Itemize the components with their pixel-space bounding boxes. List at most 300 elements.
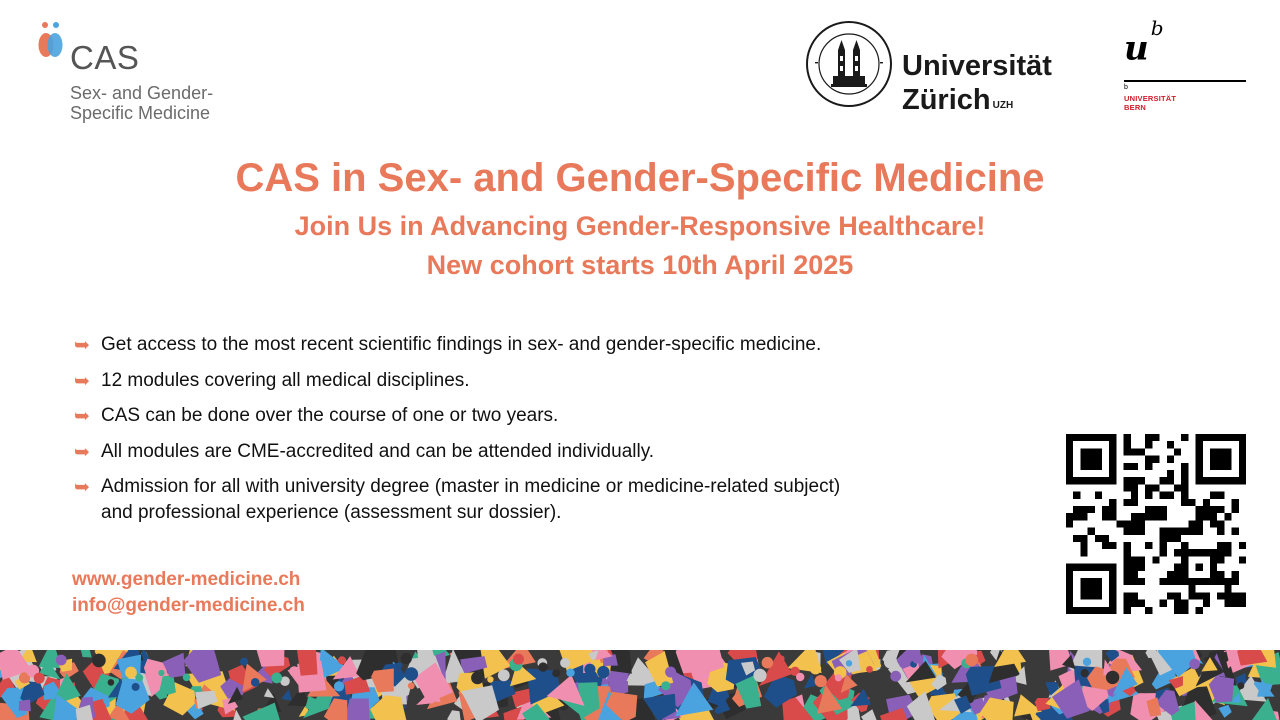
banner-figure-head xyxy=(912,655,920,663)
banner-figure-head xyxy=(92,654,106,668)
qr-module xyxy=(1109,600,1116,607)
qr-module xyxy=(1124,607,1131,614)
qr-module xyxy=(1224,513,1231,520)
uzh-seal-icon xyxy=(805,20,893,108)
qr-module xyxy=(1066,477,1073,484)
unibe-mark xyxy=(1124,16,1164,69)
qr-module xyxy=(1066,592,1073,599)
qr-module xyxy=(1174,528,1181,535)
banner-figure-head xyxy=(665,667,676,678)
banner-figure-head xyxy=(240,658,248,666)
qr-module xyxy=(1124,564,1131,571)
qr-module xyxy=(1181,549,1188,556)
qr-module xyxy=(1210,434,1217,441)
qr-module xyxy=(1217,520,1224,527)
qr-module xyxy=(1145,434,1152,441)
qr-module xyxy=(1239,600,1246,607)
qr-module xyxy=(1224,592,1231,599)
qr-module xyxy=(1102,434,1109,441)
banner-figure-head xyxy=(271,673,282,684)
qr-module xyxy=(1188,528,1195,535)
qr-module xyxy=(1124,434,1131,441)
banner-figure-head xyxy=(560,658,570,668)
qr-module xyxy=(1138,513,1145,520)
qr-module xyxy=(1232,578,1239,585)
qr-module xyxy=(1160,492,1167,499)
unibe-name-line2: BERN xyxy=(1124,103,1147,112)
qr-module xyxy=(1109,506,1116,513)
qr-module xyxy=(1124,578,1131,585)
qr-module xyxy=(1145,441,1152,448)
qr-module xyxy=(1217,448,1224,455)
unibe-small-b: b xyxy=(1124,84,1128,91)
feature-text: Admission for all with university degree (master in medicine or medicine-related subject) xyxy=(101,476,841,497)
qr-module xyxy=(1217,592,1224,599)
qr-module xyxy=(1080,456,1087,463)
banner-figure-head xyxy=(34,673,45,684)
qr-module xyxy=(1152,484,1159,491)
qr-module xyxy=(1109,571,1116,578)
feature-list-item xyxy=(74,368,994,394)
right-arrow-icon: ➥ xyxy=(74,440,90,463)
page-title: CAS in Sex- and Gender-Specific Medicine xyxy=(235,156,1045,200)
qr-module xyxy=(1138,600,1145,607)
qr-module xyxy=(1181,492,1188,499)
qr-module xyxy=(1109,463,1116,470)
qr-module xyxy=(1080,578,1087,585)
qr-module xyxy=(1131,484,1138,491)
banner-figure-head xyxy=(846,660,852,666)
qr-module xyxy=(1095,492,1102,499)
qr-module xyxy=(1210,556,1217,563)
qr-module xyxy=(1109,513,1116,520)
qr-module xyxy=(1210,564,1217,571)
qr-module xyxy=(1109,434,1116,441)
unibe-name xyxy=(1124,94,1204,112)
qr-module xyxy=(1080,434,1087,441)
banner-figure-head xyxy=(1238,682,1245,689)
qr-module xyxy=(1066,607,1073,614)
banner-figure-head xyxy=(1159,666,1166,673)
qr-module xyxy=(1239,556,1246,563)
qr-module xyxy=(1109,578,1116,585)
banner-figure-head xyxy=(661,681,670,690)
qr-module xyxy=(1210,448,1217,455)
unibe-name-line1: UNIVERSITÄT xyxy=(1124,94,1177,103)
qr-module xyxy=(1174,607,1181,614)
qr-module xyxy=(1232,506,1239,513)
qr-module xyxy=(1095,535,1102,542)
qr-module xyxy=(1188,592,1195,599)
qr-module xyxy=(1124,549,1131,556)
qr-module xyxy=(1196,441,1203,448)
qr-module xyxy=(1124,484,1131,491)
qr-module xyxy=(1080,564,1087,571)
banner-figure-head xyxy=(1083,658,1091,666)
cas-logo xyxy=(36,20,236,123)
qr-module xyxy=(1080,585,1087,592)
qr-module xyxy=(1109,448,1116,455)
qr-module xyxy=(1066,520,1073,527)
qr-module xyxy=(1095,607,1102,614)
qr-module xyxy=(1181,434,1188,441)
banner-figure-head xyxy=(471,672,484,685)
banner-figure-head xyxy=(762,657,774,669)
qr-module xyxy=(1073,535,1080,542)
qr-module xyxy=(1073,434,1080,441)
qr-module xyxy=(1088,463,1095,470)
qr-module xyxy=(1160,513,1167,520)
qr-module xyxy=(1174,592,1181,599)
qr-module xyxy=(1217,578,1224,585)
qr-module xyxy=(1102,513,1109,520)
qr-module xyxy=(1066,448,1073,455)
banner-figure-head xyxy=(778,656,784,662)
qr-module xyxy=(1188,499,1195,506)
banner-figure-head xyxy=(498,669,510,681)
qr-module xyxy=(1073,513,1080,520)
qr-module xyxy=(1080,477,1087,484)
qr-module xyxy=(1174,549,1181,556)
qr-module xyxy=(1145,542,1152,549)
right-arrow-icon: ➥ xyxy=(74,334,90,356)
qr-module xyxy=(1232,592,1239,599)
banner-figure-head xyxy=(183,674,191,682)
qr-module xyxy=(1167,470,1174,477)
qr-module xyxy=(1080,448,1087,455)
qr-module xyxy=(1131,492,1138,499)
qr-module xyxy=(1232,434,1239,441)
qr-module xyxy=(1232,571,1239,578)
qr-module xyxy=(1224,448,1231,455)
qr-module xyxy=(1109,585,1116,592)
qr-module xyxy=(1095,585,1102,592)
qr-module xyxy=(1232,477,1239,484)
qr-module xyxy=(1066,463,1073,470)
qr-module xyxy=(1174,448,1181,455)
qr-module xyxy=(1224,585,1231,592)
qr-module xyxy=(1217,456,1224,463)
feature-text: All modules are CME-accredited and can be attended individually. xyxy=(101,440,655,462)
qr-module xyxy=(1088,578,1095,585)
qr-module xyxy=(1102,477,1109,484)
qr-module xyxy=(1131,578,1138,585)
qr-module xyxy=(1109,499,1116,506)
qr-module xyxy=(1239,456,1246,463)
qr-module xyxy=(1088,564,1095,571)
qr-module xyxy=(1138,448,1145,455)
qr-module xyxy=(1095,477,1102,484)
banner-figure-head xyxy=(158,670,164,676)
qr-module xyxy=(1239,448,1246,455)
qr-module xyxy=(1131,477,1138,484)
qr-module xyxy=(1239,592,1246,599)
banner-figure-head xyxy=(132,683,140,691)
qr-module xyxy=(1109,542,1116,549)
qr-module xyxy=(1188,549,1195,556)
qr-module xyxy=(1224,477,1231,484)
qr-module xyxy=(1131,556,1138,563)
qr-module xyxy=(1066,564,1073,571)
qr-module xyxy=(1181,564,1188,571)
qr-module xyxy=(1217,571,1224,578)
qr-module xyxy=(1088,528,1095,535)
qr-module xyxy=(1131,520,1138,527)
qr-module xyxy=(1131,592,1138,599)
qr-module xyxy=(1124,600,1131,607)
qr-module xyxy=(1217,556,1224,563)
qr-module xyxy=(1196,477,1203,484)
qr-module xyxy=(1145,456,1152,463)
qr-module xyxy=(1160,528,1167,535)
qr-module xyxy=(1203,600,1210,607)
qr-module xyxy=(1095,448,1102,455)
qr-module xyxy=(1203,549,1210,556)
qr-module xyxy=(1080,463,1087,470)
qr-module xyxy=(1124,441,1131,448)
banner-figure-head xyxy=(815,675,827,687)
banner-figure-head xyxy=(753,669,766,682)
qr-module xyxy=(1066,585,1073,592)
banner-figure-head xyxy=(338,656,346,664)
feature-list xyxy=(74,332,994,536)
qr-module xyxy=(1210,463,1217,470)
email-link[interactable]: info@gender-medicine.ch xyxy=(72,595,305,616)
qr-module xyxy=(1160,578,1167,585)
qr-module xyxy=(1224,600,1231,607)
qr-module xyxy=(1210,571,1217,578)
qr-module xyxy=(1124,528,1131,535)
qr-module xyxy=(1109,441,1116,448)
qr-module xyxy=(1181,499,1188,506)
qr-module xyxy=(1167,578,1174,585)
qr-module xyxy=(1210,578,1217,585)
qr-module xyxy=(1239,463,1246,470)
banner-figure-head xyxy=(796,673,804,681)
qr-module xyxy=(1232,528,1239,535)
right-arrow-icon: ➥ xyxy=(74,405,90,427)
qr-module xyxy=(1066,571,1073,578)
qr-module xyxy=(1080,506,1087,513)
qr-module xyxy=(1138,578,1145,585)
qr-module xyxy=(1160,600,1167,607)
qr-module xyxy=(1217,542,1224,549)
qr-module xyxy=(1131,564,1138,571)
qr-module xyxy=(1073,564,1080,571)
uzh-name-line2 xyxy=(902,84,1013,116)
qr-module xyxy=(1095,456,1102,463)
qr-module xyxy=(1138,564,1145,571)
banner-figure-head xyxy=(538,662,547,671)
qr-module xyxy=(1152,513,1159,520)
qr-module xyxy=(1196,592,1203,599)
qr-module xyxy=(1181,528,1188,535)
qr-module xyxy=(1080,549,1087,556)
qr-module xyxy=(1124,592,1131,599)
qr-module xyxy=(1160,506,1167,513)
qr-module xyxy=(1152,506,1159,513)
qr-module xyxy=(1102,506,1109,513)
qr-module xyxy=(1095,592,1102,599)
qr-module xyxy=(1080,513,1087,520)
qr-module xyxy=(1196,463,1203,470)
banner-figure-head xyxy=(56,655,67,666)
feature-list-item xyxy=(74,474,994,526)
qr-module xyxy=(1066,578,1073,585)
cohort-start-date: New cohort starts 10th April 2025 xyxy=(426,250,854,280)
qr-module xyxy=(1196,434,1203,441)
banner-figure-head xyxy=(108,679,115,686)
qr-module xyxy=(1131,528,1138,535)
banner-figure-head xyxy=(135,674,143,682)
page-subtitle: Join Us in Advancing Gender-Responsive Healthcare! xyxy=(294,211,986,241)
qr-module xyxy=(1217,434,1224,441)
feature-list-item xyxy=(74,439,994,465)
qr-module xyxy=(1239,441,1246,448)
qr-module xyxy=(1152,556,1159,563)
qr-module xyxy=(1138,477,1145,484)
qr-module xyxy=(1131,463,1138,470)
qr-module xyxy=(1188,578,1195,585)
qr-module xyxy=(1203,499,1210,506)
qr-module xyxy=(1131,600,1138,607)
banner-figure-head xyxy=(396,662,402,668)
qr-module xyxy=(1088,607,1095,614)
qr-module xyxy=(1102,607,1109,614)
qr-module xyxy=(1066,456,1073,463)
cas-logo-figures-icon xyxy=(36,20,66,60)
qr-code-icon[interactable] xyxy=(1066,434,1246,614)
qr-module xyxy=(1066,434,1073,441)
qr-module xyxy=(1066,441,1073,448)
qr-module xyxy=(1181,542,1188,549)
qr-module xyxy=(1188,585,1195,592)
feature-list-item xyxy=(74,403,994,429)
qr-module xyxy=(1088,448,1095,455)
qr-module xyxy=(1203,434,1210,441)
banner-figure-head xyxy=(487,676,493,682)
qr-module xyxy=(1145,607,1152,614)
qr-module xyxy=(1145,463,1152,470)
qr-module xyxy=(1088,477,1095,484)
unibe-rule xyxy=(1124,80,1246,82)
qr-module xyxy=(1160,477,1167,484)
qr-module xyxy=(1109,607,1116,614)
feature-text: CAS can be done over the course of one or two years. xyxy=(101,405,559,426)
qr-module xyxy=(1138,528,1145,535)
qr-module xyxy=(1138,520,1145,527)
qr-module xyxy=(1124,477,1131,484)
qr-module xyxy=(1124,463,1131,470)
qr-module xyxy=(1224,456,1231,463)
qr-module xyxy=(1167,441,1174,448)
feature-list-item xyxy=(74,332,994,358)
qr-module xyxy=(1109,456,1116,463)
qr-module xyxy=(1073,492,1080,499)
qr-module xyxy=(1160,535,1167,542)
banner-figure-head xyxy=(866,666,873,673)
qr-module xyxy=(1167,571,1174,578)
qr-module xyxy=(1145,513,1152,520)
qr-module xyxy=(1080,607,1087,614)
qr-module xyxy=(1239,434,1246,441)
cas-wordmark: CAS xyxy=(70,39,140,76)
qr-module xyxy=(1239,477,1246,484)
cas-logo-subtitle-line1: Sex- and Gender- xyxy=(70,83,214,103)
qr-module xyxy=(1196,564,1203,571)
banner-figure-head xyxy=(334,681,344,691)
banner-figure-head xyxy=(1081,669,1089,677)
qr-module xyxy=(1196,578,1203,585)
qr-module xyxy=(1088,585,1095,592)
people-mosaic-banner xyxy=(0,650,1280,720)
qr-module xyxy=(1217,492,1224,499)
qr-module xyxy=(1196,448,1203,455)
banner-figure-head xyxy=(810,663,821,674)
qr-module xyxy=(1088,592,1095,599)
qr-module xyxy=(1181,556,1188,563)
qr-module xyxy=(1109,592,1116,599)
qr-module xyxy=(1232,600,1239,607)
qr-module xyxy=(1203,592,1210,599)
qr-module xyxy=(1196,607,1203,614)
banner-figure-head xyxy=(1189,659,1200,670)
banner-figure-head xyxy=(251,678,260,687)
qr-module xyxy=(1181,607,1188,614)
feature-text-continuation: and professional experience (assessment sur dossier). xyxy=(101,502,562,523)
qr-module xyxy=(1196,506,1203,513)
qr-module xyxy=(1181,470,1188,477)
qr-module xyxy=(1088,506,1095,513)
qr-module xyxy=(1102,542,1109,549)
qr-module xyxy=(1131,571,1138,578)
uzh-logo xyxy=(805,20,1065,116)
banner-figure-head xyxy=(584,664,595,675)
banner-figure-head xyxy=(552,669,560,677)
banner-figure-head xyxy=(401,653,412,664)
qr-module xyxy=(1181,484,1188,491)
qr-module xyxy=(1167,528,1174,535)
qr-module xyxy=(1073,477,1080,484)
qr-module xyxy=(1160,542,1167,549)
qr-module xyxy=(1224,578,1231,585)
qr-module xyxy=(1174,484,1181,491)
qr-module xyxy=(1095,564,1102,571)
qr-module xyxy=(1145,506,1152,513)
qr-module xyxy=(1174,578,1181,585)
qr-module xyxy=(1124,520,1131,527)
uzh-name-zurich: Zürich xyxy=(902,84,991,116)
banner-figure-head xyxy=(835,674,842,681)
qr-module xyxy=(1232,499,1239,506)
qr-module xyxy=(1145,484,1152,491)
website-link[interactable]: www.gender-medicine.ch xyxy=(72,569,301,590)
qr-module xyxy=(1073,607,1080,614)
uzh-superscript: UZH xyxy=(992,100,1014,111)
qr-module xyxy=(1174,571,1181,578)
qr-module xyxy=(1124,571,1131,578)
qr-module xyxy=(1131,499,1138,506)
qr-module xyxy=(1217,506,1224,513)
qr-module xyxy=(1124,556,1131,563)
qr-module xyxy=(1210,513,1217,520)
qr-module xyxy=(1174,564,1181,571)
qr-module xyxy=(1080,542,1087,549)
qr-module xyxy=(1181,463,1188,470)
cas-logo-subtitle-line2: Specific Medicine xyxy=(70,103,211,123)
qr-module xyxy=(1196,528,1203,535)
qr-module xyxy=(1181,477,1188,484)
